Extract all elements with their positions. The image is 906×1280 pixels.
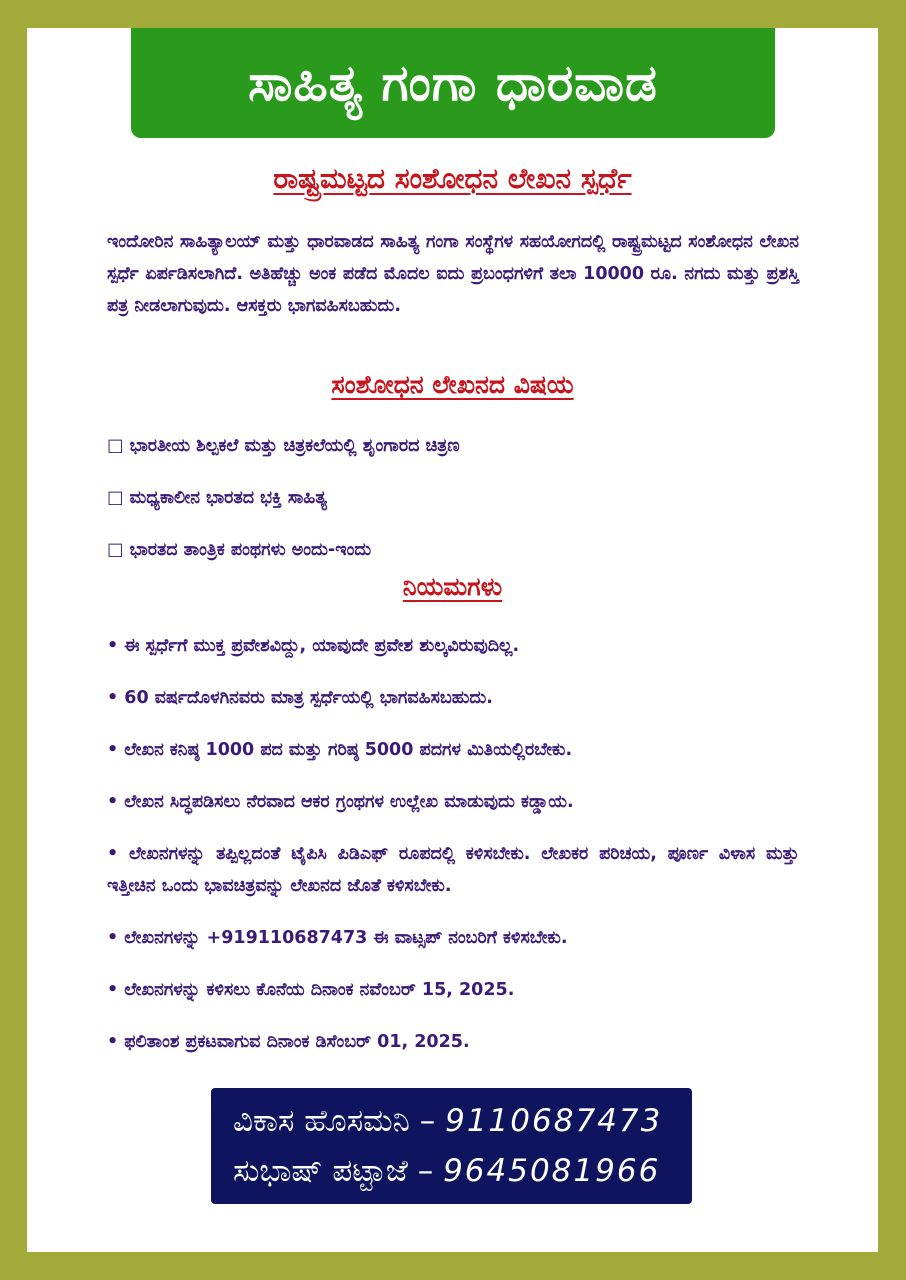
contact-phone: 9645081966 <box>443 1153 661 1189</box>
contact-name: ವಿಕಾಸ ಹೊಸಮನಿ <box>233 1103 410 1139</box>
contact-name: ಸುಭಾಷ್ ಪಟ್ಟಾಜೆ <box>233 1153 408 1189</box>
rule-item: • 60 ವರ್ಷದೊಳಗಿನವರು ಮಾತ್ರ ಸ್ಪರ್ಧೆಯಲ್ಲಿ ಭಾಗವಹಿಸಬಹುದು. <box>107 688 493 708</box>
rule-item: • ಲೇಖನಗಳನ್ನು ತಪ್ಪಿಲ್ಲದಂತೆ ಟೈಪಿಸಿ ಪಿಡಿಎಫ್ ರೂಪದಲ್ಲಿ ಕಳಿಸಬೇಕು. ಲೇಖಕರ ಪರಿಚಯ, ಪೂರ್ಣ ವಿಳಾಸ ಮತ್ತು ಇತ್ತೀಚಿನ ಒಂದು ಭಾವಚಿತ್ರವನ್ನು ಲೇಖನದ ಜೊತೆ ಕಳಿಸಬೇಕು. <box>107 844 799 896</box>
rule-item: • ಫಲಿತಾಂಶ ಪ್ರಕಟವಾಗುವ ದಿನಾಂಕ ಡಿಸೆಂಬರ್ 01, 2025. <box>107 1032 470 1052</box>
rule-item: • ಲೇಖನ ಸಿದ್ಧಪಡಿಸಲು ನೆರವಾದ ಆಕರ ಗ್ರಂಥಗಳ ಉಲ್ಲೇಖ ಮಾಡುವುದು ಕಡ್ಡಾಯ. <box>107 792 574 812</box>
topic-item: □ ಭಾರತೀಯ ಶಿಲ್ಪಕಲೆ ಮತ್ತು ಚಿತ್ರಕಲೆಯಲ್ಲಿ ಶೃಂಗಾರದ ಚಿತ್ರಣ <box>107 436 460 456</box>
topic-item: □ ಭಾರತದ ತಾಂತ್ರಿಕ ಪಂಥಗಳು ಅಂದು-ಇಂದು <box>107 540 372 560</box>
topics-list <box>107 430 799 586</box>
contact-box <box>211 1088 692 1204</box>
rules-list <box>107 630 799 1078</box>
contact-line: ಸುಭಾಷ್ ಪಟ್ಟಾಜೆ – 9645081966 <box>233 1153 661 1189</box>
rule-item: • ಲೇಖನ ಕನಿಷ್ಠ 1000 ಪದ ಮತ್ತು ಗರಿಷ್ಠ 5000 ಪದಗಳ ಮಿತಿಯಲ್ಲಿರಬೇಕು. <box>107 740 573 760</box>
rule-item: • ಲೇಖನಗಳನ್ನು ಕಳಿಸಲು ಕೊನೆಯ ದಿನಾಂಕ ನವೆಂಬರ್ 15, 2025. <box>107 980 515 1000</box>
rule-item: • ಈ ಸ್ಪರ್ಧೆಗೆ ಮುಕ್ತ ಪ್ರವೇಶವಿದ್ದು, ಯಾವುದೇ ಪ್ರವೇಶ ಶುಲ್ಕವಿರುವುದಿಲ್ಲ. <box>107 636 520 656</box>
poster-sheet <box>27 28 878 1252</box>
main-heading: ರಾಷ್ಟ್ರಮಟ್ಟದ ಸಂಶೋಧನ ಲೇಖನ ಸ್ಪರ್ಧೆ <box>273 162 632 195</box>
contact-line: ವಿಕಾಸ ಹೊಸಮನಿ – 9110687473 <box>233 1103 663 1139</box>
intro-paragraph: ಇಂದೋರಿನ ಸಾಹಿತ್ಯಾಲಯ್ ಮತ್ತು ಧಾರವಾಡದ ಸಾಹಿತ್ಯ ಗಂಗಾ ಸಂಸ್ಥೆಗಳ ಸಹಯೋಗದಲ್ಲಿ ರಾಷ್ಟ್ರಮಟ್ಟದ ಸಂಶೋಧನ ಲೇಖನ ಸ್ಪರ್ಧೆ ಏರ್ಪಡಿಸಲಾಗಿದೆ. ಅತಿಹೆಚ್ಚು ಅಂಕ ಪಡೆದ ಮೊದಲ ಐದು ಪ್ರಬಂಧಗಳಿಗೆ ತಲಾ 10000 ರೂ. ನಗದು ಮತ್ತು ಪ್ರಶಸ್ತಿ ಪತ್ರ ನೀಡಲಾಗುವುದು. ಆಸಕ್ತರು ಭಾಗವಹಿಸಬಹುದು. <box>107 232 799 316</box>
topic-item: □ ಮಧ್ಯಕಾಲೀನ ಭಾರತದ ಭಕ್ತಿ ಸಾಹಿತ್ಯ <box>107 488 328 508</box>
contact-phone: 9110687473 <box>445 1103 663 1139</box>
topics-heading: ಸಂಶೋಧನ ಲೇಖನದ ವಿಷಯ <box>331 370 574 399</box>
title-banner: ಸಾಹಿತ್ಯ ಗಂಗಾ ಧಾರವಾಡ <box>131 28 775 138</box>
rule-item: • ಲೇಖನಗಳನ್ನು +919110687473 ಈ ವಾಟ್ಸಪ್ ನಂಬರಿಗೆ ಕಳಿಸಬೇಕು. <box>107 928 568 948</box>
rules-heading: ನಿಯಮಗಳು <box>402 572 503 601</box>
